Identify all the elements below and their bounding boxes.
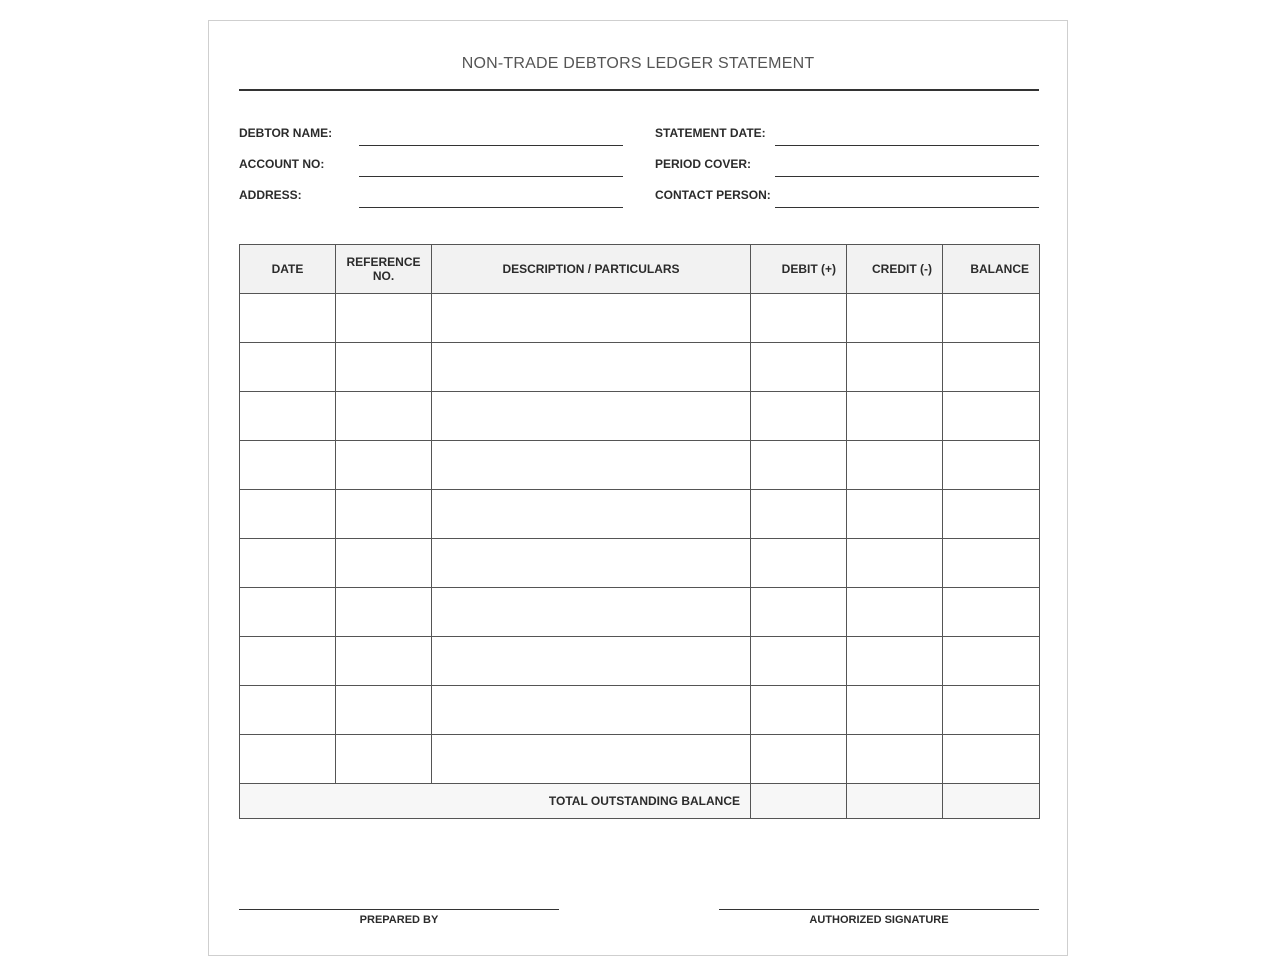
cell-reference[interactable] bbox=[336, 539, 432, 588]
cell-debit[interactable] bbox=[751, 588, 847, 637]
table-row bbox=[240, 490, 1040, 539]
cell-description[interactable] bbox=[432, 686, 751, 735]
cell-date[interactable] bbox=[240, 539, 336, 588]
total-balance-cell[interactable] bbox=[943, 784, 1040, 819]
cell-date[interactable] bbox=[240, 686, 336, 735]
table-row bbox=[240, 343, 1040, 392]
table-row bbox=[240, 392, 1040, 441]
cell-description[interactable] bbox=[432, 588, 751, 637]
title-divider bbox=[239, 89, 1039, 91]
ledger-statement-sheet bbox=[208, 20, 1068, 956]
table-row bbox=[240, 294, 1040, 343]
cell-balance[interactable] bbox=[943, 637, 1040, 686]
account-no-field bbox=[239, 157, 624, 177]
cell-date[interactable] bbox=[240, 294, 336, 343]
statement-date-label: STATEMENT DATE: bbox=[655, 126, 766, 140]
cell-description[interactable] bbox=[432, 343, 751, 392]
cell-reference[interactable] bbox=[336, 588, 432, 637]
statement-date-field bbox=[655, 126, 1039, 146]
table-row bbox=[240, 735, 1040, 784]
cell-debit[interactable] bbox=[751, 343, 847, 392]
cell-balance[interactable] bbox=[943, 490, 1040, 539]
cell-description[interactable] bbox=[432, 441, 751, 490]
period-cover-label: PERIOD COVER: bbox=[655, 157, 752, 171]
prepared-by-label: PREPARED BY bbox=[359, 914, 439, 926]
address-label: ADDRESS: bbox=[239, 188, 302, 202]
cell-credit[interactable] bbox=[847, 686, 943, 735]
cell-date[interactable] bbox=[240, 392, 336, 441]
cell-credit[interactable] bbox=[847, 588, 943, 637]
cell-credit[interactable] bbox=[847, 490, 943, 539]
cell-credit[interactable] bbox=[847, 735, 943, 784]
header-debit: DEBIT (+) bbox=[751, 245, 847, 294]
cell-balance[interactable] bbox=[943, 588, 1040, 637]
cell-debit[interactable] bbox=[751, 441, 847, 490]
cell-reference[interactable] bbox=[336, 490, 432, 539]
table-row bbox=[240, 539, 1040, 588]
contact-person-field bbox=[655, 188, 1039, 208]
table-row bbox=[240, 637, 1040, 686]
ledger-body bbox=[240, 294, 1040, 784]
header-reference-line1: REFERENCE bbox=[346, 255, 421, 269]
authorized-signature-line[interactable] bbox=[719, 909, 1039, 910]
statement-date-input[interactable] bbox=[775, 126, 1039, 146]
cell-reference[interactable] bbox=[336, 343, 432, 392]
table-row bbox=[240, 588, 1040, 637]
cell-date[interactable] bbox=[240, 637, 336, 686]
contact-person-input[interactable] bbox=[775, 188, 1039, 208]
contact-person-label: CONTACT PERSON: bbox=[655, 188, 771, 202]
cell-description[interactable] bbox=[432, 392, 751, 441]
authorized-signature-label: AUTHORIZED SIGNATURE bbox=[809, 914, 949, 926]
cell-reference[interactable] bbox=[336, 392, 432, 441]
cell-balance[interactable] bbox=[943, 686, 1040, 735]
document-title: NON-TRADE DEBTORS LEDGER STATEMENT bbox=[461, 55, 815, 72]
authorized-signature-block bbox=[719, 909, 1039, 926]
cell-debit[interactable] bbox=[751, 686, 847, 735]
cell-date[interactable] bbox=[240, 588, 336, 637]
header-credit: CREDIT (-) bbox=[847, 245, 943, 294]
cell-debit[interactable] bbox=[751, 735, 847, 784]
cell-balance[interactable] bbox=[943, 294, 1040, 343]
debtor-name-label: DEBTOR NAME: bbox=[239, 126, 333, 140]
period-cover-field bbox=[655, 157, 1039, 177]
account-no-input[interactable] bbox=[359, 157, 623, 177]
cell-reference[interactable] bbox=[336, 441, 432, 490]
cell-balance[interactable] bbox=[943, 392, 1040, 441]
cell-credit[interactable] bbox=[847, 441, 943, 490]
cell-date[interactable] bbox=[240, 343, 336, 392]
cell-date[interactable] bbox=[240, 490, 336, 539]
cell-credit[interactable] bbox=[847, 294, 943, 343]
debtor-name-input[interactable] bbox=[359, 126, 623, 146]
cell-debit[interactable] bbox=[751, 294, 847, 343]
cell-debit[interactable] bbox=[751, 490, 847, 539]
period-cover-input[interactable] bbox=[775, 157, 1039, 177]
prepared-by-line[interactable] bbox=[239, 909, 559, 910]
cell-date[interactable] bbox=[240, 735, 336, 784]
cell-reference[interactable] bbox=[336, 637, 432, 686]
header-reference bbox=[336, 245, 432, 294]
prepared-by-block bbox=[239, 909, 559, 926]
cell-credit[interactable] bbox=[847, 539, 943, 588]
debtor-name-field bbox=[239, 126, 624, 146]
cell-balance[interactable] bbox=[943, 343, 1040, 392]
cell-balance[interactable] bbox=[943, 735, 1040, 784]
total-debit-cell[interactable] bbox=[751, 784, 847, 819]
cell-reference[interactable] bbox=[336, 735, 432, 784]
header-description: DESCRIPTION / PARTICULARS bbox=[432, 245, 751, 294]
cell-date[interactable] bbox=[240, 441, 336, 490]
account-no-label: ACCOUNT NO: bbox=[239, 157, 325, 171]
table-header-row bbox=[240, 245, 1040, 294]
cell-balance[interactable] bbox=[943, 441, 1040, 490]
total-credit-cell[interactable] bbox=[847, 784, 943, 819]
cell-credit[interactable] bbox=[847, 637, 943, 686]
cell-debit[interactable] bbox=[751, 637, 847, 686]
address-field bbox=[239, 188, 624, 208]
header-date: DATE bbox=[240, 245, 336, 294]
cell-balance[interactable] bbox=[943, 539, 1040, 588]
table-row bbox=[240, 686, 1040, 735]
cell-reference[interactable] bbox=[336, 686, 432, 735]
total-label: TOTAL OUTSTANDING BALANCE bbox=[240, 784, 751, 819]
header-balance: BALANCE bbox=[943, 245, 1040, 294]
cell-description[interactable] bbox=[432, 637, 751, 686]
cell-description[interactable] bbox=[432, 539, 751, 588]
cell-credit[interactable] bbox=[847, 343, 943, 392]
cell-debit[interactable] bbox=[751, 392, 847, 441]
address-input[interactable] bbox=[359, 188, 623, 208]
cell-reference[interactable] bbox=[336, 294, 432, 343]
cell-description[interactable] bbox=[432, 294, 751, 343]
table-row bbox=[240, 441, 1040, 490]
header-reference-line2: NO. bbox=[372, 269, 395, 283]
total-row bbox=[240, 784, 1040, 819]
cell-credit[interactable] bbox=[847, 392, 943, 441]
cell-description[interactable] bbox=[432, 490, 751, 539]
ledger-table bbox=[239, 244, 1040, 819]
cell-description[interactable] bbox=[432, 735, 751, 784]
cell-debit[interactable] bbox=[751, 539, 847, 588]
